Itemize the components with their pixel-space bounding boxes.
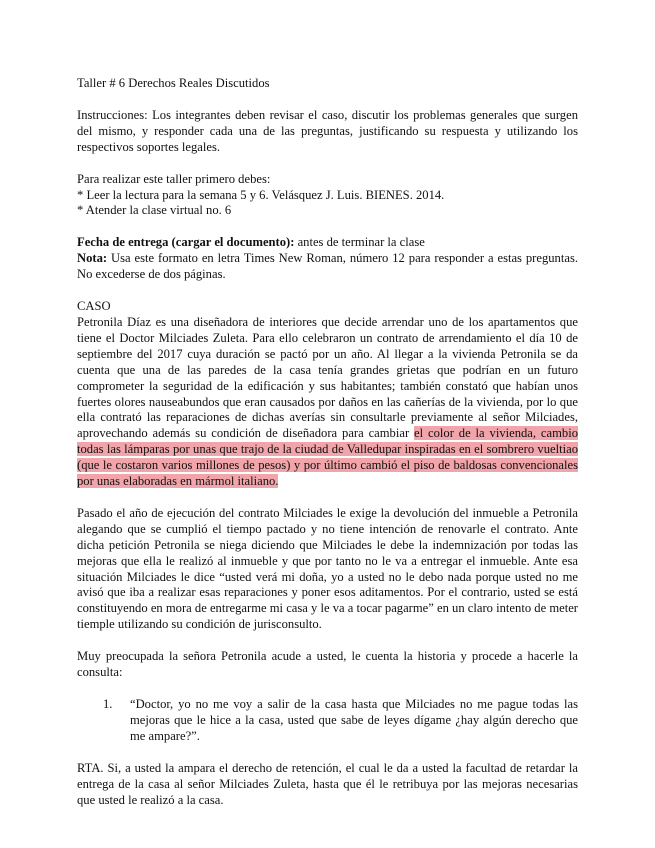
document-page [77,76,578,808]
answer-paragraph: RTA. Si, a usted la ampara el derecho de retención, el cual le da a usted la facultad de retardar la entrega de la casa al señor Milciades Zuleta, hasta que él le retribuya por las mejoras necesarias que usted le realizó a la casa. [77,760,578,807]
page-title: Taller # 6 Derechos Reales Discutidos [77,76,270,90]
case-paragraph-2: Pasado el año de ejecución del contrato Milciades le exige la devolución del inmueble a Petronila alegando que se cumplió el tiempo pactado y no tiene intención de renovarle el contrato. Ante dicha petición Petronila se niega diciendo que Milciades le debe la indemnización por todas las mejoras que ella le realizó al inmueble y que por tanto no le va a entregar el inmueble. Ante esa situación Milciades le dice “usted verá mi doña, yo a usted no le debo nada porque usted no me avisó que iba a realizar esas reparaciones y poner esos aditamentos. Por el contrario, usted se está constituyendo en mora de entregarme mi casa y le va a tocar pagarme” en un claro intento de meter tiemple utilizando su condición de jurisconsulto. [77,505,578,632]
prep-bullet-class: * Atender la clase virtual no. 6 [77,203,232,218]
instructions-paragraph: Instrucciones: Los integrantes deben revisar el caso, discutir los problemas generales que surgen del mismo, y responder cada una de las preguntas, justificando su respuesta y utilizando los respectivos soportes legales. [77,107,578,154]
delivery-line [77,235,578,251]
delivery-label: Fecha de entrega (cargar el documento): [77,235,295,250]
prep-intro: Para realizar este taller primero debes: [77,171,271,186]
prep-bullet-reading: * Leer la lectura para la semana 5 y 6. Velásquez J. Luis. BIENES. 2014. [77,187,445,202]
case-paragraph-3: Muy preocupada la señora Petronila acude a usted, le cuenta la historia y procede a hacerle la consulta: [77,649,578,680]
question-item [103,697,578,745]
question-number: 1. [103,697,113,711]
question-text: “Doctor, yo no me voy a salir de la casa hasta que Milciades no me pague todas las mejoras que le hice a la casa, usted que sabe de leyes dígame ¿hay algún derecho que me ampare?”. [130,697,578,743]
case-paragraph-1 [77,315,578,490]
highlighted-text: el color de la vivienda, cambio todas las lámparas por unas que trajo de la ciudad de Valledupar inspiradas en el sombrero vueltiao (que le costaron varios millones de pesos) y por último cambió el piso de baldosas convencionales por unas elaboradas en mármol italiano. [77,426,578,489]
note-text: Usa este formato en letra Times New Roman, número 12 para responder a estas preguntas. No excederse de dos páginas. [77,251,578,282]
case-heading: CASO [77,299,111,314]
case-paragraph-1-text: Petronila Díaz es una diseñadora de interiores que decide arrendar uno de los apartamentos que tiene el Doctor Milciades Zuleta. Para ello celebraron un contrato de arrendamiento el día 10 de septiembre del 2017 cuya duración se pactó por un año. Al llegar a la vivienda Petronila se da cuenta que una de las paredes de la casa tenía grandes grietas que podrían en un futuro comprometer la seguridad de la edificación y sus habitantes; también constató que habían unos fuertes olores nauseabundos que eran causados por daños en las cañerías de la vivienda, por lo que ella contrató las reparaciones de dichas averías sin consultarle previamente al señor Milciades, aprovechando además su condición de diseñadora para cambiar [77,314,578,441]
note-label: Nota: [77,251,108,266]
note-paragraph [77,251,578,283]
delivery-text: antes de terminar la clase [294,235,425,250]
